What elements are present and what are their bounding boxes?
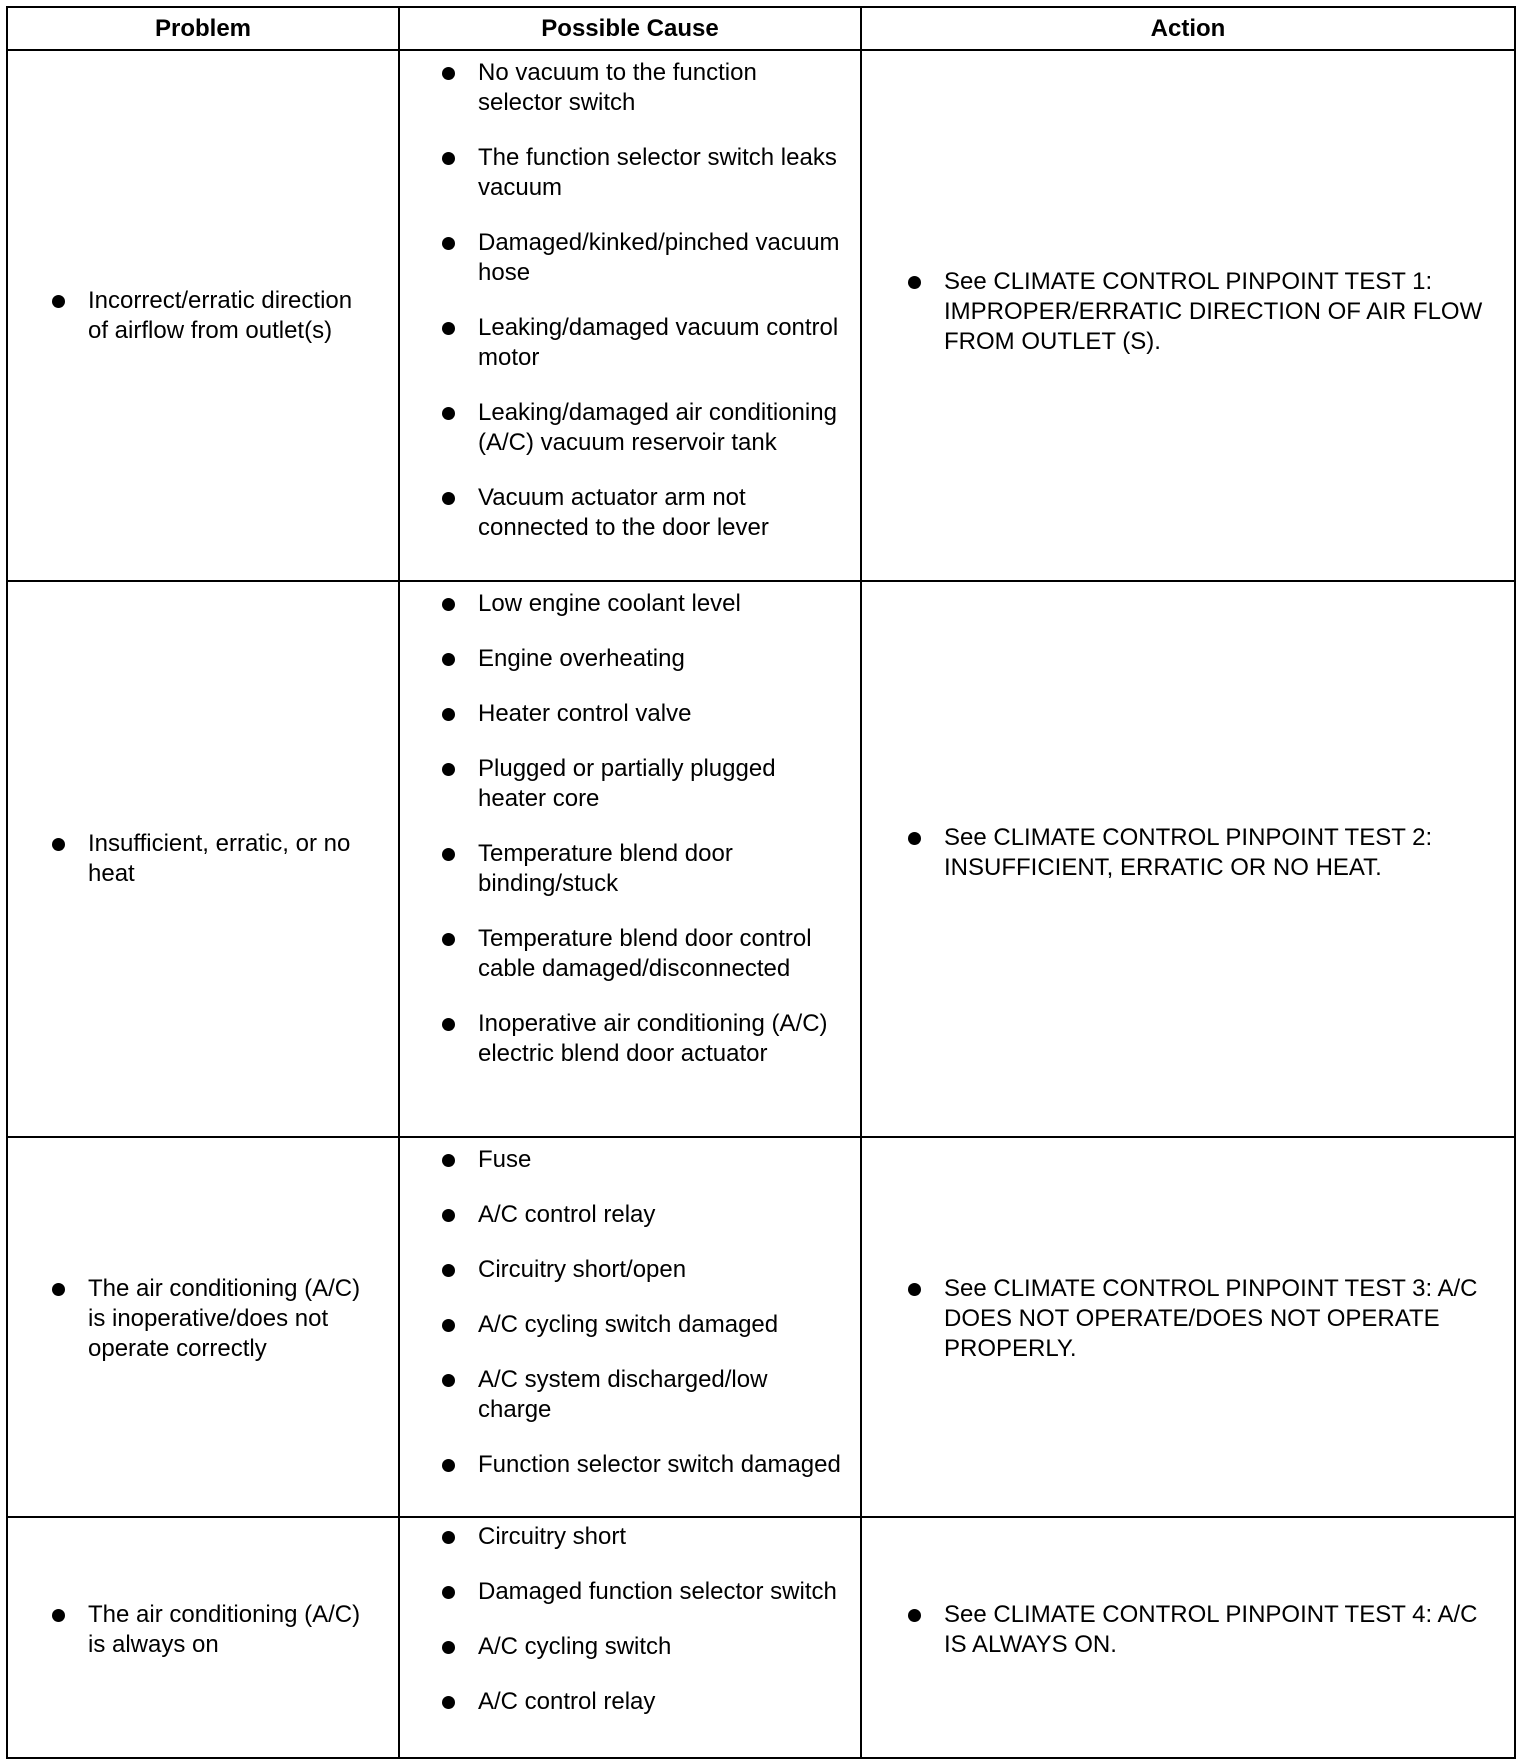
header-action: Action xyxy=(861,7,1515,50)
action-cell xyxy=(861,1517,1515,1758)
cause-item: Function selector switch damaged xyxy=(478,1451,841,1478)
cause-item: A/C control relay xyxy=(478,1687,842,1717)
table-row xyxy=(7,1137,1515,1517)
cause-list xyxy=(400,582,860,1069)
header-problem: Problem xyxy=(7,7,399,50)
cause-cell xyxy=(399,50,861,581)
cause-item: Fuse xyxy=(478,1145,842,1175)
problem-cell xyxy=(7,50,399,581)
cause-item: Damaged function selector switch xyxy=(478,1577,842,1607)
cause-cell xyxy=(399,1517,861,1758)
cause-item: A/C cycling switch damaged xyxy=(478,1310,842,1340)
diagnosis-table xyxy=(6,6,1516,1759)
cause-item: Leaking/damaged air conditioning (A/C) vacuum reservoir tank xyxy=(478,398,842,458)
cause-item: Heater control valve xyxy=(478,699,842,729)
table-row xyxy=(7,1517,1515,1758)
problem-text: The air conditioning (A/C) is always on xyxy=(88,1600,378,1660)
cause-cell xyxy=(399,1137,861,1517)
cause-item: A/C cycling switch xyxy=(478,1632,842,1662)
action-text: See CLIMATE CONTROL PINPOINT TEST 3: A/C DOES NOT OPERATE/DOES NOT OPERATE PROPERLY. xyxy=(944,1274,1494,1364)
problem-cell xyxy=(7,1517,399,1758)
cause-item: A/C control relay xyxy=(478,1200,842,1230)
cause-list xyxy=(400,1138,860,1480)
header-possible-cause: Possible Cause xyxy=(399,7,861,50)
cause-item: Inoperative air conditioning (A/C) electric blend door actuator xyxy=(478,1009,842,1069)
problem-cell xyxy=(7,581,399,1137)
problem-text: Insufficient, erratic, or no heat xyxy=(88,829,378,889)
cause-item: No vacuum to the function selector switch xyxy=(478,58,842,118)
cause-item: Leaking/damaged vacuum control motor xyxy=(478,313,842,373)
action-cell xyxy=(861,581,1515,1137)
cause-item: Vacuum actuator arm not connected to the door lever xyxy=(478,483,842,543)
cause-item: Temperature blend door control cable damaged/disconnected xyxy=(478,924,842,984)
cause-list xyxy=(400,1518,860,1717)
cause-cell xyxy=(399,581,861,1137)
cause-item: A/C system discharged/low charge xyxy=(478,1365,842,1425)
cause-item: Temperature blend door binding/stuck xyxy=(478,839,842,899)
problem-cell xyxy=(7,1137,399,1517)
table-row xyxy=(7,50,1515,581)
problem-text: Incorrect/erratic direction of airflow from outlet(s) xyxy=(88,286,378,346)
action-cell xyxy=(861,1137,1515,1517)
header-row xyxy=(7,7,1515,50)
cause-item: Circuitry short xyxy=(478,1522,842,1552)
action-text: See CLIMATE CONTROL PINPOINT TEST 4: A/C IS ALWAYS ON. xyxy=(944,1600,1494,1660)
cause-item: Plugged or partially plugged heater core xyxy=(478,754,842,814)
cause-list xyxy=(400,51,860,543)
cause-item: Engine overheating xyxy=(478,644,842,674)
cause-item: The function selector switch leaks vacuum xyxy=(478,143,842,203)
action-cell xyxy=(861,50,1515,581)
cause-item: Low engine coolant level xyxy=(478,589,842,619)
table-row xyxy=(7,581,1515,1137)
cause-item: Circuitry short/open xyxy=(478,1255,842,1285)
action-text: See CLIMATE CONTROL PINPOINT TEST 2: INSUFFICIENT, ERRATIC OR NO HEAT. xyxy=(944,823,1494,883)
action-text: See CLIMATE CONTROL PINPOINT TEST 1: IMPROPER/ERRATIC DIRECTION OF AIR FLOW FROM OUTLET (S). xyxy=(944,267,1494,357)
cause-item: Damaged/kinked/pinched vacuum hose xyxy=(478,228,842,288)
problem-text: The air conditioning (A/C) is inoperative/does not operate correctly xyxy=(88,1274,378,1364)
